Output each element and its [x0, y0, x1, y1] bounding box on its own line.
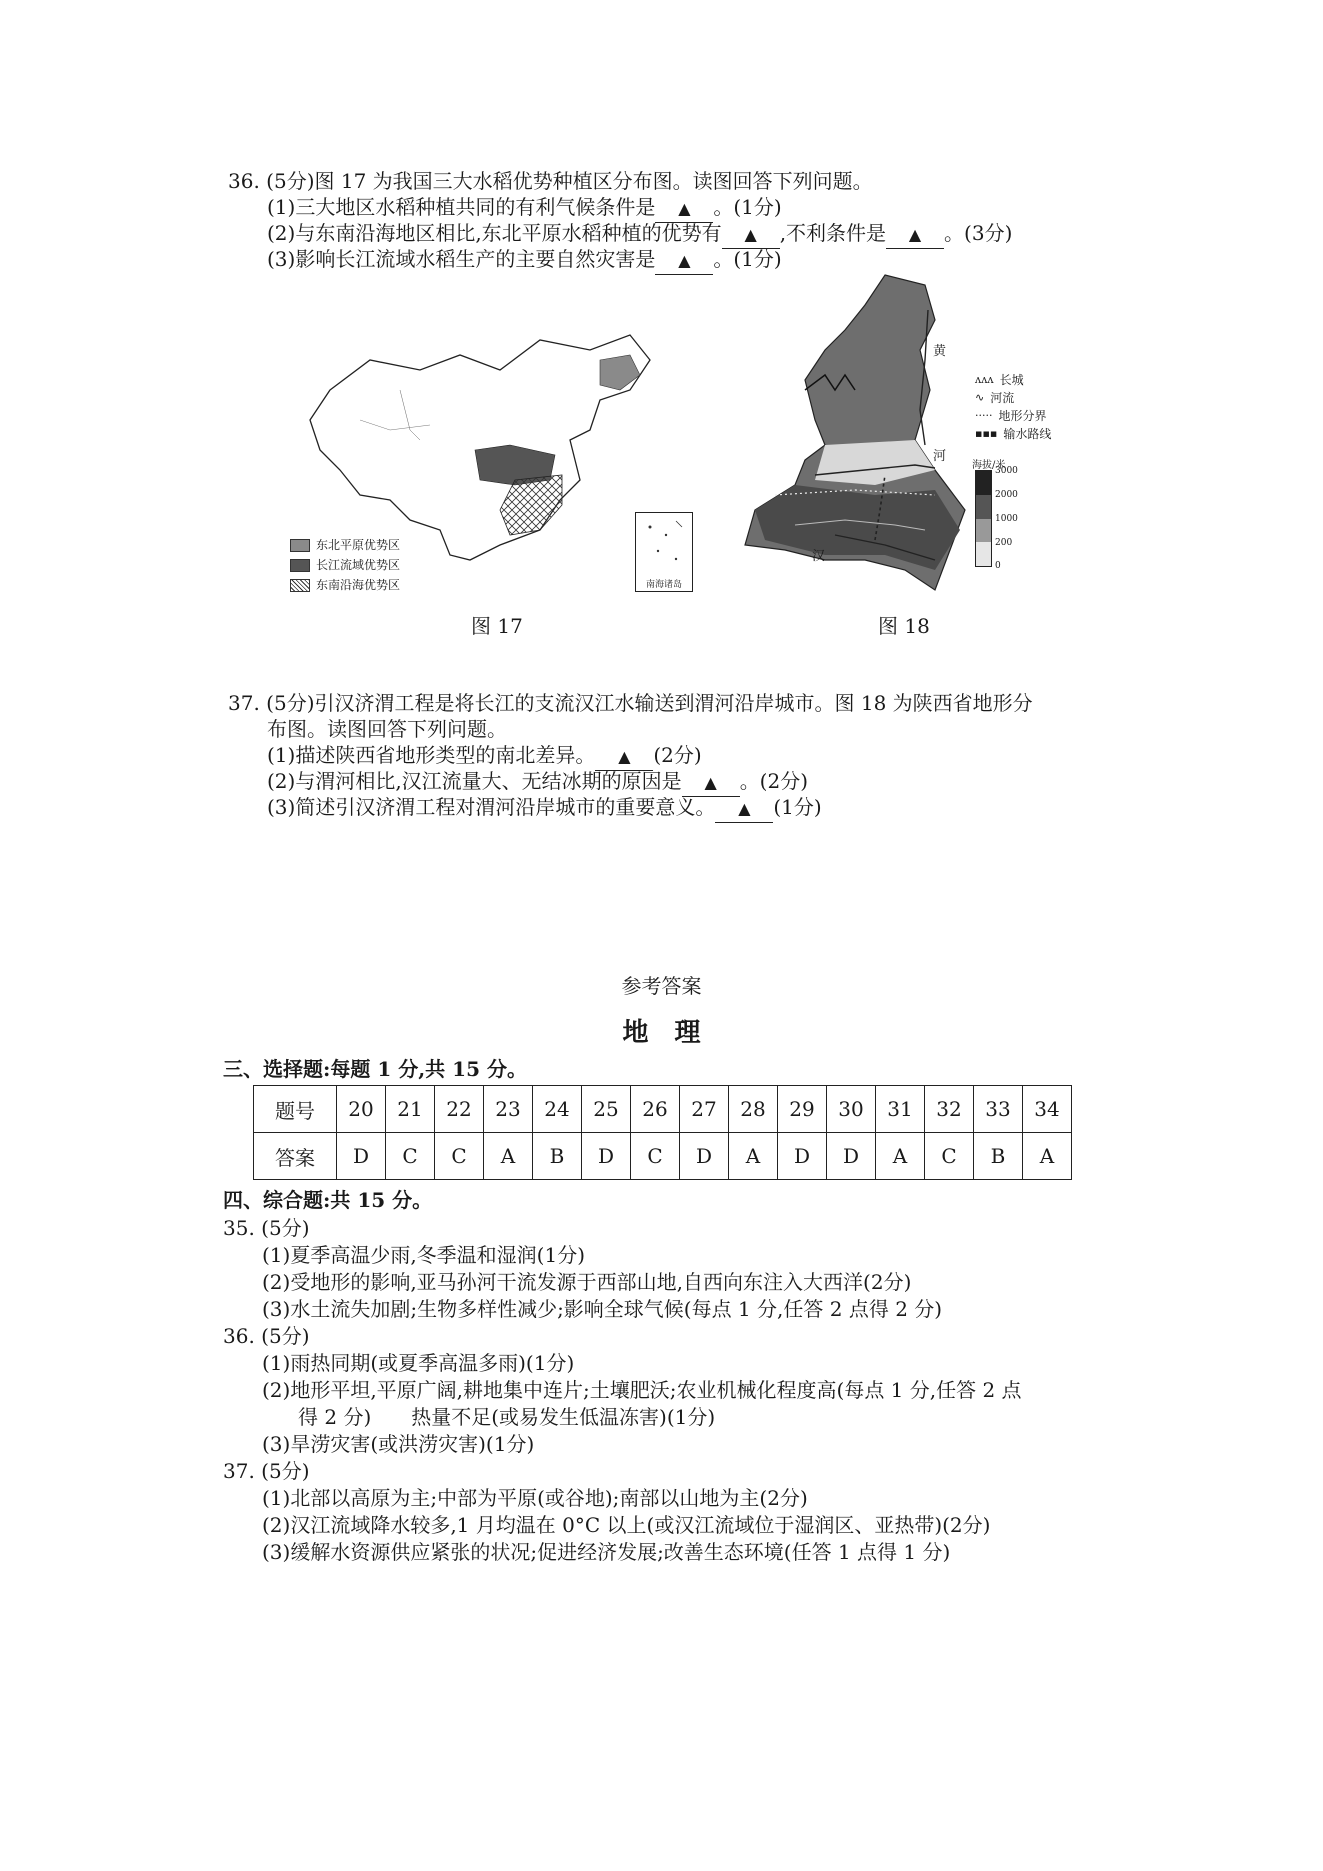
answer-blank[interactable]: ▲ — [715, 794, 773, 823]
q36-stem: 36. (5分)图 17 为我国三大水稻优势种植区分布图。读图回答下列问题。 — [228, 169, 873, 193]
great-wall-icon: ʌʌʌ — [975, 373, 994, 386]
legend-water-route: ▪▪▪ 输水路线 — [975, 427, 1052, 441]
legend-river: ∿ 河流 — [975, 391, 1015, 405]
legend-yangtze: 长江流域优势区 — [290, 558, 400, 572]
answer-letter: D — [337, 1133, 386, 1180]
river-icon: ∿ — [975, 391, 985, 404]
answer-37-line: (3)缓解水资源供应紧张的状况;促进经济发展;改善生态环境(任答 1 点得 1 分) — [262, 1540, 951, 1564]
answer-36-line: (1)雨热同期(或夏季高温多雨)(1分) — [262, 1351, 575, 1375]
answer-blank[interactable]: ▲ — [886, 220, 944, 249]
answer-letter: B — [974, 1133, 1023, 1180]
q36-part1: (1)三大地区水稻种植共同的有利气候条件是 ▲ 。(1分) — [267, 194, 782, 223]
question-number: 29 — [778, 1086, 827, 1133]
answer-letter: C — [435, 1133, 484, 1180]
answer-blank[interactable]: ▲ — [655, 246, 713, 275]
answer-blank[interactable]: ▲ — [682, 768, 740, 797]
question-number: 27 — [680, 1086, 729, 1133]
dotted-line-icon: ····· — [975, 409, 993, 422]
question-number: 30 — [827, 1086, 876, 1133]
answer-36-line: 得 2 分) 热量不足(或易发生低温冻害)(1分) — [298, 1405, 716, 1429]
figure-18-caption: 图 18 — [878, 614, 930, 638]
elev-tick: 0 — [995, 561, 1001, 571]
answer-35-head: 35. (5分) — [223, 1216, 310, 1240]
question-number: 21 — [386, 1086, 435, 1133]
label-he: 河 — [933, 449, 947, 464]
answer-letter: A — [484, 1133, 533, 1180]
figure-17-caption: 图 17 — [471, 614, 523, 638]
answer-blank[interactable]: ▲ — [655, 194, 713, 223]
answer-letter: D — [827, 1133, 876, 1180]
answer-table — [253, 1085, 1072, 1180]
q36-part2: (2)与东南沿海地区相比,东北平原水稻种植的优势有 ▲ ,不利条件是 ▲ 。(3分) — [267, 220, 1012, 249]
question-number: 32 — [925, 1086, 974, 1133]
elev-tick: 1000 — [995, 514, 1018, 524]
elev-tick: 200 — [995, 538, 1013, 548]
table-row — [254, 1133, 1072, 1180]
question-number: 23 — [484, 1086, 533, 1133]
legend-swatch-icon — [290, 579, 310, 592]
question-number: 33 — [974, 1086, 1023, 1133]
islands-icon — [636, 513, 692, 577]
elev-tick: 3000 — [995, 466, 1018, 476]
answer-35-line: (1)夏季高温少雨,冬季温和湿润(1分) — [262, 1243, 586, 1267]
table-row — [254, 1086, 1072, 1133]
subject-title: 地 理 — [622, 1018, 701, 1048]
q37-part1: (1)描述陕西省地形类型的南北差异。 ▲ (2分) — [267, 742, 702, 771]
question-number: 31 — [876, 1086, 925, 1133]
answer-letter: A — [876, 1133, 925, 1180]
legend-great-wall: ʌʌʌ 长城 — [975, 373, 1024, 387]
answer-blank[interactable]: ▲ — [722, 220, 780, 249]
label-huang: 黄 — [933, 344, 947, 359]
answer-letter: A — [729, 1133, 778, 1180]
answer-letter: C — [631, 1133, 680, 1180]
table-header-number: 题号 — [254, 1086, 337, 1133]
q37-stem-1: 37. (5分)引汉济渭工程是将长江的支流汉江水输送到渭河沿岸城市。图 18 为陕西省地形分 — [228, 691, 1033, 715]
legend-swatch-icon — [290, 539, 310, 552]
question-number: 26 — [631, 1086, 680, 1133]
elevation-scale-title: 海拔/米 — [972, 460, 1006, 471]
answers-heading: 参考答案 — [621, 974, 702, 998]
elev-tick: 2000 — [995, 490, 1018, 500]
answer-letter: B — [533, 1133, 582, 1180]
elevation-scale-bar — [975, 470, 992, 567]
answer-letter: C — [925, 1133, 974, 1180]
question-number: 34 — [1023, 1086, 1072, 1133]
shaanxi-terrain-icon — [735, 270, 998, 600]
legend-northeast: 东北平原优势区 — [290, 538, 400, 552]
answer-37-line: (1)北部以高原为主;中部为平原(或谷地);南部以山地为主(2分) — [262, 1486, 808, 1510]
south-china-sea-inset — [635, 512, 693, 592]
inset-label: 南海诸岛 — [645, 580, 682, 590]
section-3-title: 三、选择题:每题 1 分,共 15 分。 — [223, 1057, 527, 1081]
answer-37-head: 37. (5分) — [223, 1459, 310, 1483]
figure-18-map — [735, 270, 998, 600]
question-number: 28 — [729, 1086, 778, 1133]
answer-37-line: (2)汉江流域降水较多,1 月均温在 0°C 以上(或汉江流域位于湿润区、亚热带)(2分) — [262, 1513, 991, 1537]
q37-part2: (2)与渭河相比,汉江流量大、无结冰期的原因是 ▲ 。(2分) — [267, 768, 808, 797]
question-number: 24 — [533, 1086, 582, 1133]
answer-letter: C — [386, 1133, 435, 1180]
answer-36-line: (2)地形平坦,平原广阔,耕地集中连片;土壤肥沃;农业机械化程度高(每点 1 分,任答 2 点 — [262, 1378, 1022, 1402]
answer-35-line: (3)水土流失加剧;生物多样性减少;影响全球气候(每点 1 分,任答 2 点得 2 分) — [262, 1297, 943, 1321]
answer-letter: D — [582, 1133, 631, 1180]
label-han: 汉 — [812, 549, 826, 564]
legend-terrain-boundary: ····· 地形分界 — [975, 409, 1047, 423]
dashed-line-icon: ▪▪▪ — [975, 427, 998, 440]
section-4-title: 四、综合题:共 15 分。 — [223, 1188, 433, 1212]
answer-35-line: (2)受地形的影响,亚马孙河干流发源于西部山地,自西向东注入大西洋(2分) — [262, 1270, 912, 1294]
question-number: 25 — [582, 1086, 631, 1133]
answer-36-line: (3)旱涝灾害(或洪涝灾害)(1分) — [262, 1432, 535, 1456]
legend-southeast: 东南沿海优势区 — [290, 578, 400, 592]
table-header-answer: 答案 — [254, 1133, 337, 1180]
answer-letter: A — [1023, 1133, 1072, 1180]
q36-part3: (3)影响长江流域水稻生产的主要自然灾害是 ▲ 。(1分) — [267, 246, 782, 275]
answer-letter: D — [680, 1133, 729, 1180]
answer-letter: D — [778, 1133, 827, 1180]
question-number: 20 — [337, 1086, 386, 1133]
answer-blank[interactable]: ▲ — [595, 742, 653, 771]
q37-part3: (3)简述引汉济渭工程对渭河沿岸城市的重要意义。 ▲ (1分) — [267, 794, 822, 823]
q37-stem-2: 布图。读图回答下列问题。 — [267, 717, 507, 741]
answer-36-head: 36. (5分) — [223, 1324, 310, 1348]
question-number: 22 — [435, 1086, 484, 1133]
legend-swatch-icon — [290, 559, 310, 572]
